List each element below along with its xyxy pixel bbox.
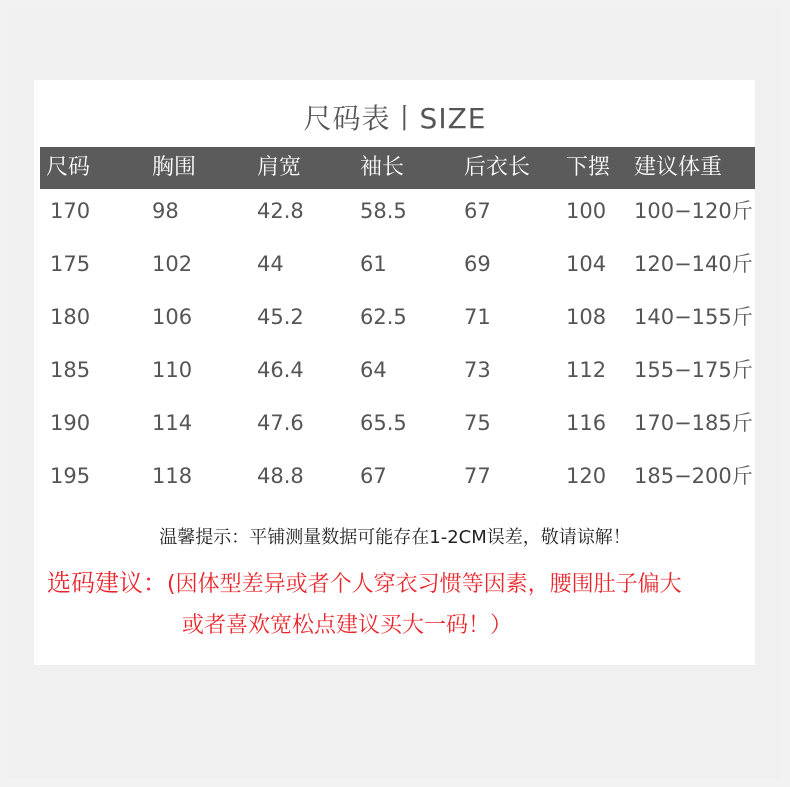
cell-hem: 120 bbox=[566, 464, 607, 488]
cell-hem: 108 bbox=[566, 305, 607, 329]
cell-hem: 100 bbox=[566, 199, 607, 223]
cell-chest: 114 bbox=[152, 411, 193, 435]
recommendation-line-2: 或者喜欢宽松点建议买大一码！） bbox=[182, 613, 513, 638]
header-weight: 建议体重 bbox=[634, 155, 723, 180]
cell-weight: 185−200斤 bbox=[634, 464, 753, 488]
cell-size: 195 bbox=[50, 464, 91, 488]
cell-size: 170 bbox=[50, 199, 91, 223]
header-size: 尺码 bbox=[46, 155, 91, 180]
cell-shoulder: 48.8 bbox=[257, 464, 304, 488]
cell-sleeve: 58.5 bbox=[360, 199, 407, 223]
header-hem: 下摆 bbox=[566, 155, 611, 180]
header-sleeve: 袖长 bbox=[360, 155, 405, 180]
cell-shoulder: 42.8 bbox=[257, 199, 304, 223]
cell-back-length: 67 bbox=[464, 199, 491, 223]
cell-back-length: 73 bbox=[464, 358, 491, 382]
cell-back-length: 71 bbox=[464, 305, 491, 329]
header-chest: 胸围 bbox=[152, 155, 197, 180]
cell-sleeve: 62.5 bbox=[360, 305, 407, 329]
cell-shoulder: 47.6 bbox=[257, 411, 304, 435]
recommendation-label: 选码建议： bbox=[47, 569, 167, 597]
cell-sleeve: 67 bbox=[360, 464, 387, 488]
cell-size: 190 bbox=[50, 411, 91, 435]
cell-size: 175 bbox=[50, 252, 91, 276]
recommendation-text-1: (因体型差异或者个人穿衣习惯等因素，腰围肚子偏大 bbox=[167, 572, 682, 597]
header-shoulder: 肩宽 bbox=[257, 155, 302, 180]
cell-chest: 98 bbox=[152, 199, 179, 223]
cell-weight: 100−120斤 bbox=[634, 199, 753, 223]
cell-chest: 118 bbox=[152, 464, 193, 488]
cell-weight: 155−175斤 bbox=[634, 358, 753, 382]
header-back-length: 后衣长 bbox=[464, 155, 531, 180]
cell-back-length: 77 bbox=[464, 464, 491, 488]
cell-sleeve: 61 bbox=[360, 252, 387, 276]
cell-chest: 102 bbox=[152, 252, 193, 276]
cell-weight: 140−155斤 bbox=[634, 305, 753, 329]
cell-sleeve: 64 bbox=[360, 358, 387, 382]
cell-weight: 120−140斤 bbox=[634, 252, 753, 276]
cell-back-length: 75 bbox=[464, 411, 491, 435]
cell-shoulder: 45.2 bbox=[257, 305, 304, 329]
cell-hem: 116 bbox=[566, 411, 607, 435]
cell-size: 180 bbox=[50, 305, 91, 329]
cell-back-length: 69 bbox=[464, 252, 491, 276]
cell-sleeve: 65.5 bbox=[360, 411, 407, 435]
cell-weight: 170−185斤 bbox=[634, 411, 753, 435]
cell-chest: 110 bbox=[152, 358, 193, 382]
cell-shoulder: 46.4 bbox=[257, 358, 304, 382]
cell-size: 185 bbox=[50, 358, 91, 382]
chart-title: 尺码表丨SIZE bbox=[303, 102, 487, 135]
cell-shoulder: 44 bbox=[257, 252, 284, 276]
measurement-tip: 温馨提示：平铺测量数据可能存在1-2CM误差，敬请谅解！ bbox=[159, 527, 631, 548]
cell-hem: 112 bbox=[566, 358, 607, 382]
cell-chest: 106 bbox=[152, 305, 193, 329]
cell-hem: 104 bbox=[566, 252, 607, 276]
recommendation-line-1 bbox=[47, 563, 682, 598]
